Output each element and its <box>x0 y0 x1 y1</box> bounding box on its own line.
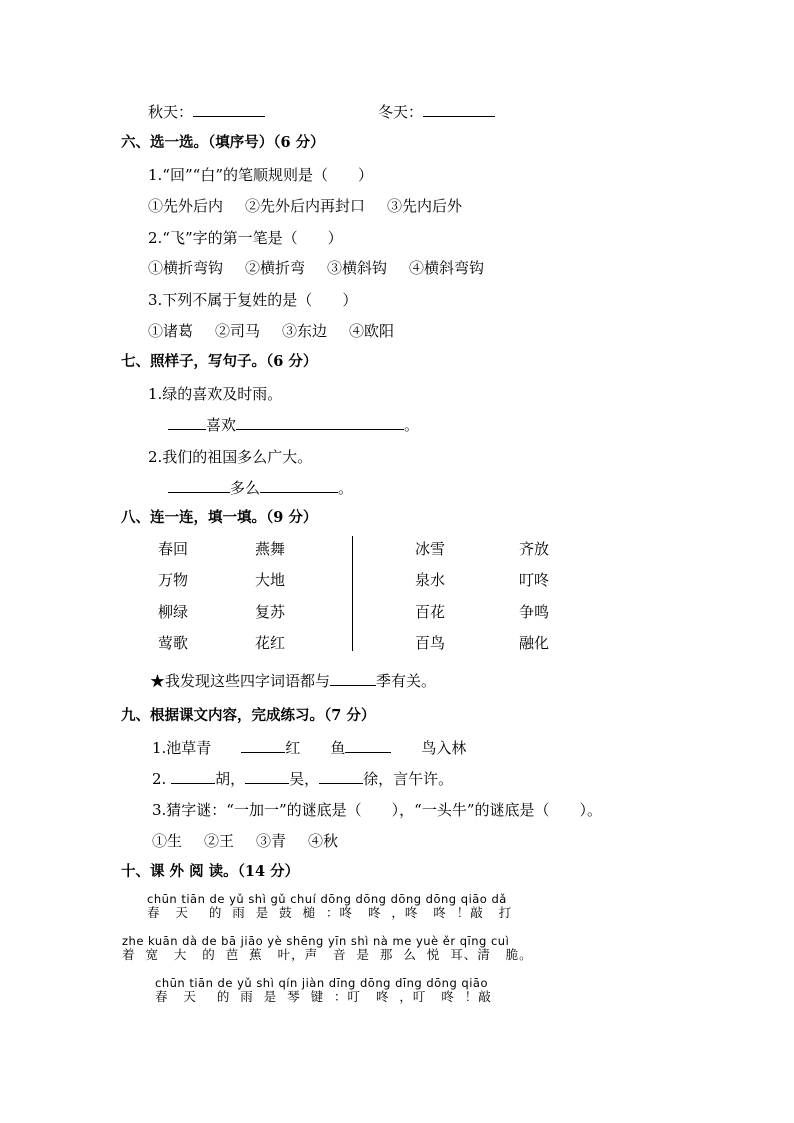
fill-blank[interactable] <box>236 415 404 430</box>
fill-blank[interactable] <box>319 769 363 784</box>
autumn-blank[interactable] <box>193 102 265 117</box>
match-word[interactable]: 春回 <box>158 540 189 558</box>
fill-blank[interactable] <box>245 769 289 784</box>
hanzi-line: 春 天 的 雨 是 鼓 槌 ：咚 咚 ，咚 咚 ！敲 打 <box>147 905 513 920</box>
q2-b: 胡， <box>215 770 246 788</box>
match-word[interactable]: 莺歌 <box>158 634 189 652</box>
match-word[interactable]: 百花 <box>415 603 446 621</box>
option[interactable]: ②先外后内再封口 <box>245 197 366 215</box>
option[interactable]: ③东边 <box>282 322 328 340</box>
option[interactable]: ①横折弯钩 <box>148 259 224 277</box>
fill2-end: 。 <box>338 479 354 497</box>
q2-a: 2. <box>152 770 167 788</box>
divider-line <box>352 536 353 651</box>
match-word[interactable]: 融化 <box>519 634 550 652</box>
match-word[interactable]: 燕舞 <box>255 540 286 558</box>
option[interactable]: ①诸葛 <box>148 322 194 340</box>
fill-blank[interactable] <box>168 478 230 493</box>
winter-blank[interactable] <box>423 102 495 117</box>
section10-heading: 十、课 外 阅 读。（14 分） <box>121 863 300 880</box>
match-word[interactable]: 万物 <box>158 571 189 589</box>
match-word[interactable]: 大地 <box>255 571 286 589</box>
option[interactable]: ②横折弯 <box>245 259 306 277</box>
s7-fill1 <box>168 415 419 435</box>
q1-b: 红 <box>285 739 301 757</box>
s7-example2: 2.我们的祖国多么广大。 <box>148 448 313 466</box>
fill1-end: 。 <box>404 416 420 434</box>
section6-heading: 六、选一选。（填序号）（6 分） <box>121 134 325 151</box>
option[interactable]: ④欧阳 <box>349 322 395 340</box>
match-word[interactable]: 齐放 <box>519 540 550 558</box>
option[interactable]: ③青 <box>256 832 287 850</box>
pinyin-line: chūn tiān de yǔ shì qín jiàn dīng dōng dīng dōng qiāo <box>155 976 488 990</box>
match-word[interactable]: 争鸣 <box>519 603 550 621</box>
fill-blank[interactable] <box>168 415 206 430</box>
option[interactable]: ②司马 <box>215 322 261 340</box>
q1-c: 鱼 <box>330 739 346 757</box>
s6-q2-options <box>148 258 506 278</box>
s7-fill2 <box>168 478 353 498</box>
q2-c: 吴， <box>289 770 320 788</box>
option[interactable]: ④横斜弯钩 <box>409 259 485 277</box>
s9-q1 <box>152 738 466 758</box>
s9-q3-options <box>152 831 360 851</box>
option[interactable]: ③横斜钩 <box>327 259 388 277</box>
s6-q3-options <box>148 321 416 341</box>
section7-heading: 七、照样子，写句子。（6 分） <box>121 353 318 370</box>
hanzi-line: 着 宽 大 的 芭 蕉 叶，声 音 是 那 么 悦 耳、清 脆。 <box>122 947 533 962</box>
s6-q1-options <box>148 196 484 216</box>
option[interactable]: ①先外后内 <box>148 197 224 215</box>
s8-note <box>150 671 436 691</box>
match-word[interactable]: 冰雪 <box>415 540 446 558</box>
pinyin-line: zhe kuān dà de bā jiāo yè shēng yīn shì nà me yuè ěr qīng cuì <box>122 934 510 948</box>
s6-q2: 2.“飞”字的第一笔是（ ） <box>148 229 343 247</box>
s6-q3: 3.下列不属于复姓的是（ ） <box>148 291 358 309</box>
match-word[interactable]: 百鸟 <box>415 634 446 652</box>
winter-label: 冬天： <box>378 103 424 121</box>
fill-blank[interactable] <box>171 769 215 784</box>
s9-q3: 3.猜字谜：“一加一”的谜底是（ ），“一头牛”的谜底是（ ）。 <box>152 801 602 819</box>
fill2-word: 多么 <box>230 479 261 497</box>
match-word[interactable]: 复苏 <box>255 603 286 621</box>
option[interactable]: ③先内后外 <box>387 197 463 215</box>
note-before: ★我发现这些四字词语都与 <box>150 672 331 690</box>
section9-heading: 九、根据课文内容，完成练习。（7 分） <box>121 707 376 724</box>
s9-q2 <box>152 769 453 789</box>
q1-a: 1.池草青 <box>152 739 212 757</box>
section8-heading: 八、连一连，填一填。（9 分） <box>121 509 318 526</box>
fill-blank[interactable] <box>260 478 338 493</box>
option[interactable]: ④秋 <box>308 832 339 850</box>
season-row-winter <box>378 102 495 122</box>
match-word[interactable]: 泉水 <box>415 571 446 589</box>
autumn-label: 秋天： <box>148 103 194 121</box>
s6-q1: 1.“回”“白”的笔顺规则是（ ） <box>148 166 373 184</box>
option[interactable]: ②王 <box>204 832 235 850</box>
season-row <box>148 102 265 122</box>
fill-blank[interactable] <box>241 738 285 753</box>
s7-example1: 1.绿的喜欢及时雨。 <box>148 385 283 403</box>
fill1-word: 喜欢 <box>206 416 237 434</box>
q2-d: 徐，言午许。 <box>363 770 454 788</box>
q1-d: 鸟入林 <box>421 739 467 757</box>
match-word[interactable]: 花红 <box>255 634 286 652</box>
hanzi-line: 春 天 的 雨 是 琴 键 ：叮 咚 ，叮 咚 ！敲 <box>155 989 492 1004</box>
season-blank[interactable] <box>330 671 376 686</box>
fill-blank[interactable] <box>345 738 391 753</box>
pinyin-line: chūn tiān de yǔ shì gǔ chuí dōng dōng dōng dōng qiāo dǎ <box>147 892 507 906</box>
match-word[interactable]: 柳绿 <box>158 603 189 621</box>
note-after: 季有关。 <box>376 672 437 690</box>
match-word[interactable]: 叮咚 <box>519 571 550 589</box>
option[interactable]: ①生 <box>152 832 183 850</box>
